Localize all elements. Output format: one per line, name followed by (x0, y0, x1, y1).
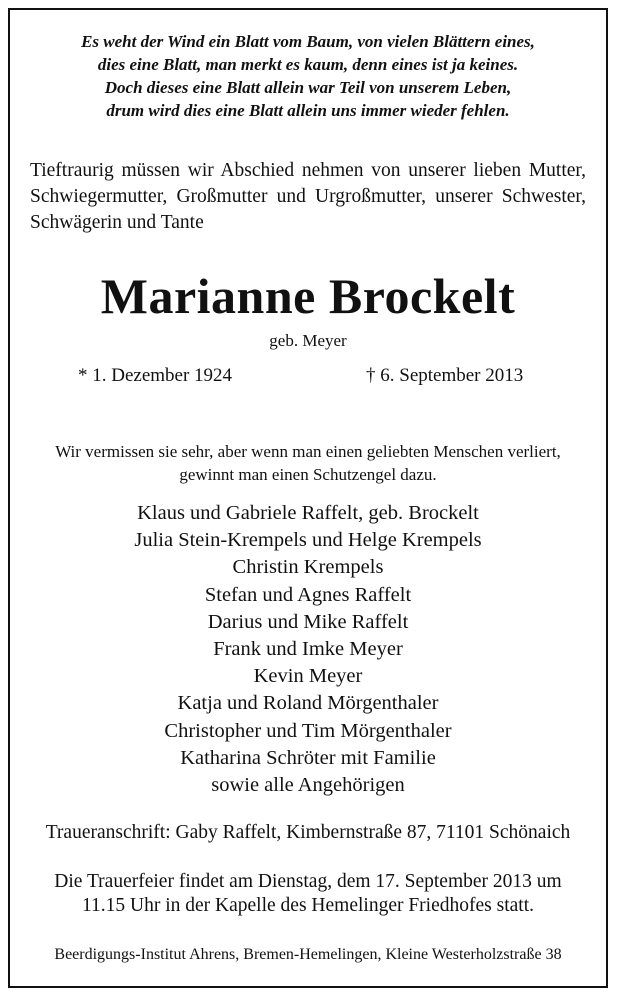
mourner-entry: Klaus und Gabriele Raffelt, geb. Brockelt (137, 502, 479, 524)
mourner-entry: Frank und Imke Meyer (213, 638, 403, 661)
mourner-entry: Kevin Meyer (253, 665, 363, 688)
deceased-name: Marianne Brockelt (100, 268, 516, 324)
poem-line: Doch dieses eine Blatt allein war Teil von unserem Leben, (104, 78, 512, 97)
obituary-frame (8, 8, 608, 988)
ceremony-line: Die Trauerfeier findet am Dienstag, dem 17. September 2013 um (54, 871, 562, 892)
mourner-entry: Stefan und Agnes Raffelt (204, 583, 412, 606)
quote-line: Wir vermissen sie sehr, aber wenn man einen geliebten Menschen verliert, (55, 442, 561, 461)
intro-text: Tieftraurig müssen wir Abschied nehmen von unserer lieben Mutter, Schwiegermutter, Großmutter und Urgroßmutter, unserer Schwester, Schwägerin und Tante (30, 160, 586, 233)
ceremony-line: 11.15 Uhr in der Kapelle des Hemelinger Friedhofes statt. (82, 895, 534, 916)
memorial-poem (10, 30, 606, 122)
funeral-ceremony-info (10, 870, 606, 918)
death-date: † 6. September 2013 (366, 365, 524, 386)
poem-line: Es weht der Wind ein Blatt vom Baum, von vielen Blättern eines, (81, 32, 535, 51)
mourner-entry: Darius und Mike Raffelt (207, 610, 409, 633)
mourner-entry: Katja und Roland Mörgenthaler (177, 692, 439, 715)
mourners-list (10, 500, 606, 799)
mourner-entry: Christopher und Tim Mörgenthaler (164, 719, 452, 742)
mourner-entry: Katharina Schröter mit Familie (180, 746, 436, 769)
undertaker-info: Beerdigungs-Institut Ahrens, Bremen-Hemelingen, Kleine Westerholzstraße 38 (54, 946, 562, 963)
mourner-entry: Julia Stein-Krempels und Helge Krempels (134, 529, 482, 552)
poem-line: drum wird dies eine Blatt allein uns immer wieder fehlen. (106, 101, 510, 120)
born-name: geb. Meyer (269, 331, 347, 350)
poem-line: dies eine Blatt, man merkt es kaum, denn eines ist ja keines. (97, 55, 519, 74)
mourner-entry: sowie alle Angehörigen (211, 774, 405, 797)
birth-date: * 1. Dezember 1924 (78, 365, 233, 386)
quote-line: gewinnt man einen Schutzengel dazu. (179, 465, 437, 484)
mourner-entry: Christin Krempels (232, 556, 384, 579)
memorial-quote (10, 440, 606, 486)
mourning-address: Traueranschrift: Gaby Raffelt, Kimbernstraße 87, 71101 Schönaich (45, 822, 571, 843)
